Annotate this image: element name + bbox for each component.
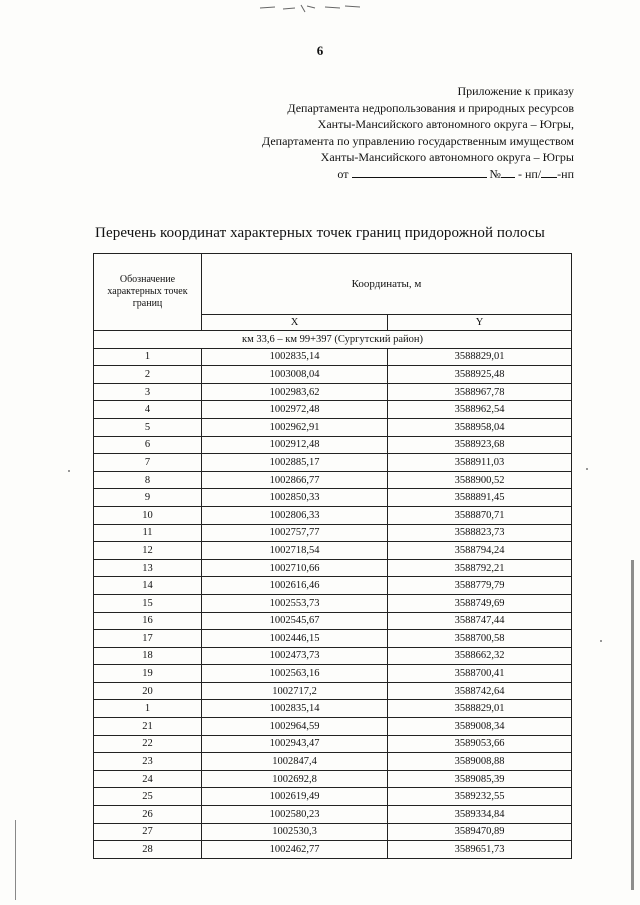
coord-y: 3589470,89 (388, 823, 572, 841)
table-row (94, 418, 572, 436)
coord-y: 3588792,21 (388, 559, 572, 577)
point-number: 8 (94, 471, 202, 489)
point-number: 1 (94, 348, 202, 366)
coord-x: 1002806,33 (202, 506, 388, 524)
table-row (94, 489, 572, 507)
coord-x: 1002619,49 (202, 788, 388, 806)
coord-y: 3588923,68 (388, 436, 572, 454)
point-number: 19 (94, 665, 202, 683)
table-row (94, 401, 572, 419)
scan-speck (600, 640, 602, 642)
coord-x: 1002866,77 (202, 471, 388, 489)
point-number: 6 (94, 436, 202, 454)
coord-y: 3588891,45 (388, 489, 572, 507)
coord-x: 1002530,3 (202, 823, 388, 841)
table-row (94, 612, 572, 630)
table-row (94, 647, 572, 665)
np-label: - нп/ (517, 166, 542, 181)
coord-y: 3588900,52 (388, 471, 572, 489)
point-number: 15 (94, 594, 202, 612)
point-number: 28 (94, 841, 202, 859)
point-number: 12 (94, 542, 202, 560)
coord-x: 1002835,14 (202, 348, 388, 366)
coord-x: 1002473,73 (202, 647, 388, 665)
point-number: 16 (94, 612, 202, 630)
coord-x: 1002545,67 (202, 612, 388, 630)
table-row (94, 718, 572, 736)
point-number: 1 (94, 700, 202, 718)
coord-x: 1002850,33 (202, 489, 388, 507)
coord-x: 1002983,62 (202, 383, 388, 401)
coord-x: 1002964,59 (202, 718, 388, 736)
coord-y: 3588823,73 (388, 524, 572, 542)
table-row (94, 770, 572, 788)
coord-x: 1002912,48 (202, 436, 388, 454)
table-row (94, 594, 572, 612)
number-blank (501, 167, 515, 178)
coord-y: 3589085,39 (388, 770, 572, 788)
table-row (94, 471, 572, 489)
point-number: 17 (94, 630, 202, 648)
table-row (94, 735, 572, 753)
point-number: 4 (94, 401, 202, 419)
point-number: 14 (94, 577, 202, 595)
date-label: от (337, 166, 349, 181)
table-row (94, 348, 572, 366)
table-row (94, 665, 572, 683)
coord-x: 1002962,91 (202, 418, 388, 436)
coord-y: 3588700,58 (388, 630, 572, 648)
table-row (94, 682, 572, 700)
coord-y: 3588962,54 (388, 401, 572, 419)
appendix-line: Ханты-Мансийского автономного округа – Югры, (317, 117, 574, 131)
date-number-line (214, 166, 574, 183)
coord-y: 3589232,55 (388, 788, 572, 806)
coord-y: 3588747,44 (388, 612, 572, 630)
point-number: 18 (94, 647, 202, 665)
table-row (94, 806, 572, 824)
point-number: 23 (94, 753, 202, 771)
coord-y: 3589651,73 (388, 841, 572, 859)
coordinates-table (93, 253, 572, 859)
table-row (94, 542, 572, 560)
appendix-line: Ханты-Мансийского автономного округа – Югры (320, 150, 574, 164)
point-number: 13 (94, 559, 202, 577)
coord-x: 1002710,66 (202, 559, 388, 577)
coord-y: 3588662,32 (388, 647, 572, 665)
coord-x: 1002885,17 (202, 454, 388, 472)
header-point-designation: Обозначение характерных точек границ (94, 254, 202, 331)
table-row (94, 506, 572, 524)
coord-y: 3589053,66 (388, 735, 572, 753)
table-row (94, 823, 572, 841)
number-sign: № (489, 166, 501, 181)
coord-y: 3588779,79 (388, 577, 572, 595)
coord-x: 1002972,48 (202, 401, 388, 419)
point-number: 24 (94, 770, 202, 788)
coord-x: 1002835,14 (202, 700, 388, 718)
coord-y: 3589008,88 (388, 753, 572, 771)
coord-y: 3589008,34 (388, 718, 572, 736)
table-row (94, 524, 572, 542)
coord-x: 1002553,73 (202, 594, 388, 612)
point-number: 3 (94, 383, 202, 401)
coord-x: 1002462,77 (202, 841, 388, 859)
coord-y: 3588925,48 (388, 366, 572, 384)
point-number: 21 (94, 718, 202, 736)
point-number: 10 (94, 506, 202, 524)
table-row (94, 559, 572, 577)
table-row (94, 383, 572, 401)
scan-margin-line (15, 820, 16, 900)
coord-y: 3588958,04 (388, 418, 572, 436)
table-row (94, 577, 572, 595)
scan-speck (586, 468, 588, 470)
scan-speck (68, 470, 70, 472)
point-number: 7 (94, 454, 202, 472)
coord-y: 3588742,64 (388, 682, 572, 700)
header-x: X (202, 315, 388, 331)
coord-y: 3588829,01 (388, 700, 572, 718)
coord-x: 1002616,46 (202, 577, 388, 595)
coord-x: 1002446,15 (202, 630, 388, 648)
coord-x: 1002943,47 (202, 735, 388, 753)
page-number: 6 (316, 43, 324, 58)
point-number: 2 (94, 366, 202, 384)
point-number: 5 (94, 418, 202, 436)
point-number: 26 (94, 806, 202, 824)
date-blank (352, 167, 487, 178)
number-blank (541, 167, 557, 178)
coord-y: 3589334,84 (388, 806, 572, 824)
table-row (94, 630, 572, 648)
point-number: 22 (94, 735, 202, 753)
table-row (94, 700, 572, 718)
point-number: 25 (94, 788, 202, 806)
header-y: Y (388, 315, 572, 331)
coord-x: 1002692,8 (202, 770, 388, 788)
table-row (94, 753, 572, 771)
coord-y: 3588911,03 (388, 454, 572, 472)
appendix-line: Департамента недропользования и природных ресурсов (287, 100, 574, 115)
scan-edge-shadow (631, 560, 634, 890)
section-heading: км 33,6 – км 99+397 (Сургутский район) (94, 331, 572, 349)
coord-x: 1002580,23 (202, 806, 388, 824)
table-row (94, 788, 572, 806)
coord-x: 1002563,16 (202, 665, 388, 683)
table-row (94, 366, 572, 384)
coord-x: 1002757,77 (202, 524, 388, 542)
table-row (94, 841, 572, 859)
coord-y: 3588870,71 (388, 506, 572, 524)
document-title: Перечень координат характерных точек границ придорожной полосы (95, 225, 545, 241)
point-number: 11 (94, 524, 202, 542)
table-row (94, 436, 572, 454)
coord-y: 3588749,69 (388, 594, 572, 612)
coord-x: 1002847,4 (202, 753, 388, 771)
scan-artifact (255, 2, 365, 14)
appendix-line: Приложение к приказу (457, 84, 574, 98)
coord-x: 1003008,04 (202, 366, 388, 384)
np-label: -нп (557, 166, 574, 181)
coord-y: 3588700,41 (388, 665, 572, 683)
coord-y: 3588829,01 (388, 348, 572, 366)
appendix-line: Департамента по управлению государственным имуществом (262, 133, 574, 148)
coord-x: 1002717,2 (202, 682, 388, 700)
point-number: 9 (94, 489, 202, 507)
point-number: 27 (94, 823, 202, 841)
coord-x: 1002718,54 (202, 542, 388, 560)
coord-y: 3588967,78 (388, 383, 572, 401)
header-coordinates: Координаты, м (202, 254, 572, 315)
point-number: 20 (94, 682, 202, 700)
table-row (94, 454, 572, 472)
coord-y: 3588794,24 (388, 542, 572, 560)
appendix-header (214, 83, 574, 182)
